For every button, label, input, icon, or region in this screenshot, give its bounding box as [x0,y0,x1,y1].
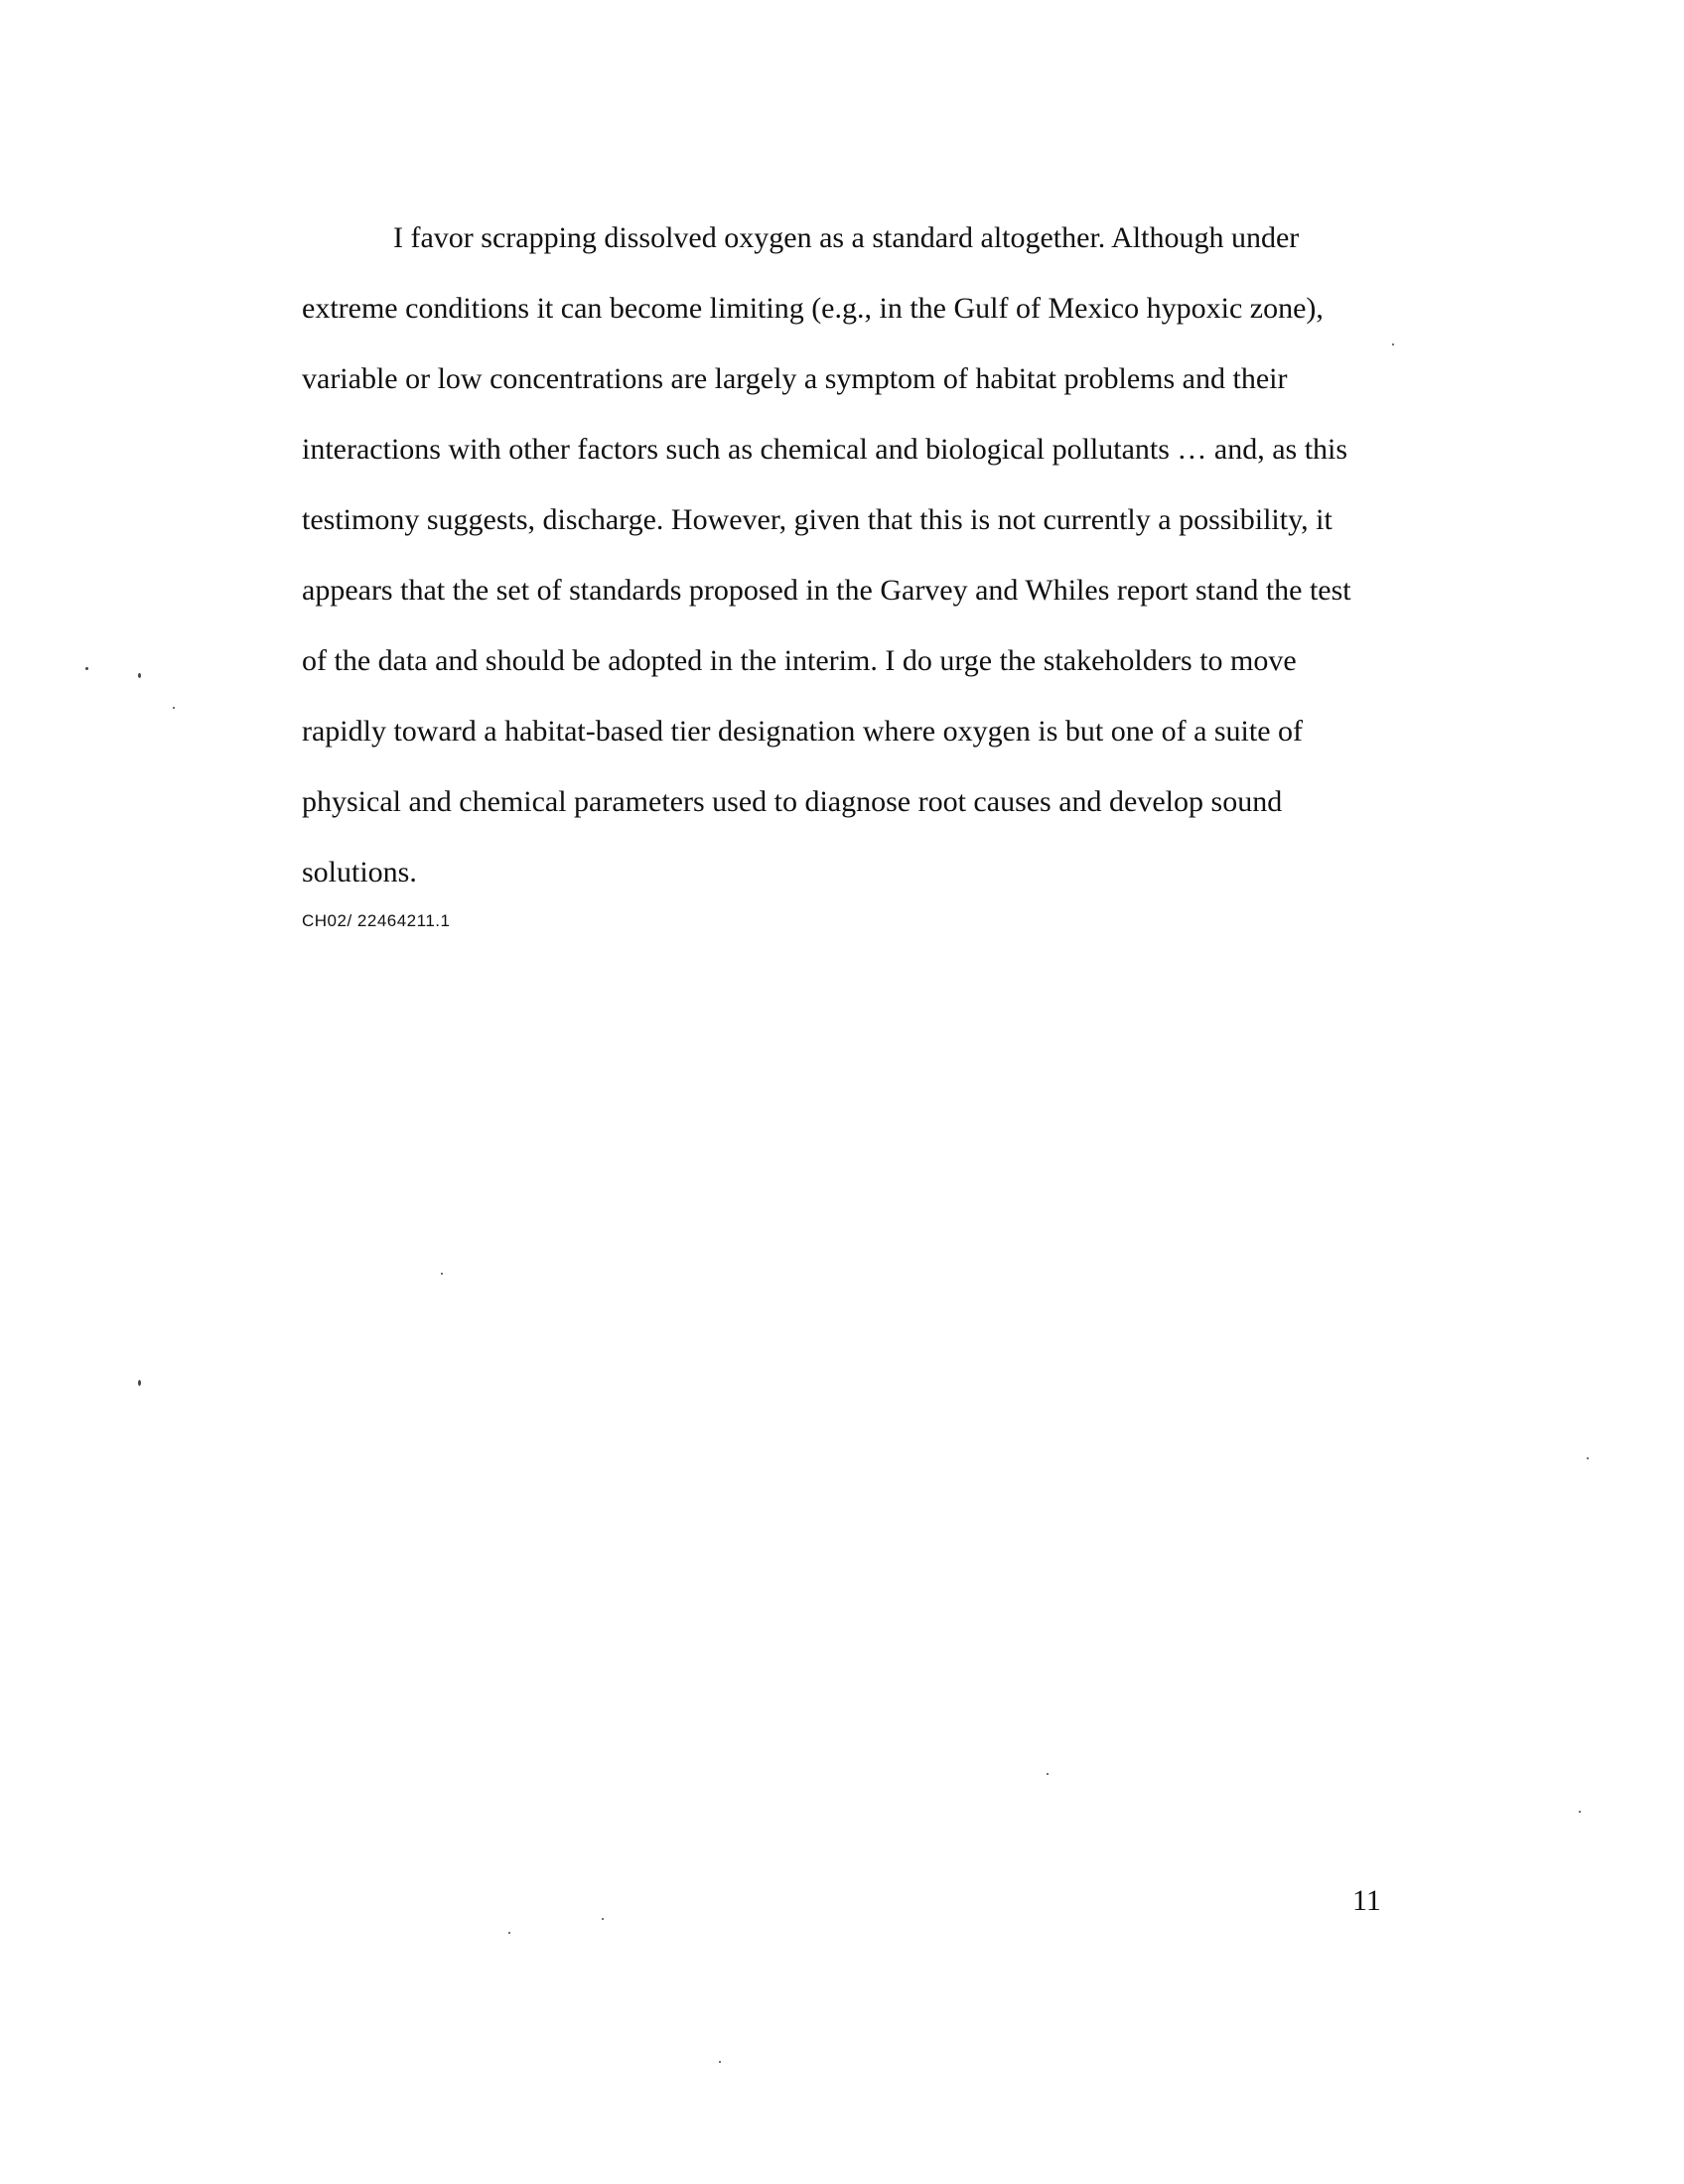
scan-speck [719,2061,721,2063]
scan-speck [441,1273,443,1275]
paragraph-line: testimony suggests, discharge. However, given that this is not currently a possibility, it [302,503,1333,536]
paragraph-line: variable or low concentrations are largely a symptom of habitat problems and their [302,362,1288,395]
scan-speck [508,1932,510,1934]
paragraph-line: physical and chemical parameters used to diagnose root causes and develop sound [302,785,1283,818]
paragraph-line: I favor scrapping dissolved oxygen as a standard altogether. Although under [393,221,1300,254]
scan-speck [602,1918,604,1920]
body-paragraph [302,203,1374,907]
paragraph-line: solutions. [302,856,417,888]
paragraph-line: extreme conditions it can become limiting (e.g., in the Gulf of Mexico hypoxic zone), [302,292,1324,325]
scan-speck [173,707,175,709]
paragraph-line: appears that the set of standards proposed in the Garvey and Whiles report stand the test [302,574,1351,607]
scan-speck [85,667,88,670]
scan-speck [1392,343,1394,345]
scan-speck [1587,1457,1589,1459]
scan-speck [138,1380,141,1386]
page-number: 11 [1352,1884,1381,1917]
scan-speck [138,673,141,678]
scan-speck [1047,1773,1049,1775]
paragraph-line: interactions with other factors such as chemical and biological pollutants … and, as this [302,433,1348,466]
paragraph-line: rapidly toward a habitat-based tier designation where oxygen is but one of a suite of [302,715,1304,748]
scan-speck [1579,1811,1581,1813]
paragraph-line: of the data and should be adopted in the interim. I do urge the stakeholders to move [302,644,1297,677]
document-id: CH02/ 22464211.1 [302,911,451,930]
